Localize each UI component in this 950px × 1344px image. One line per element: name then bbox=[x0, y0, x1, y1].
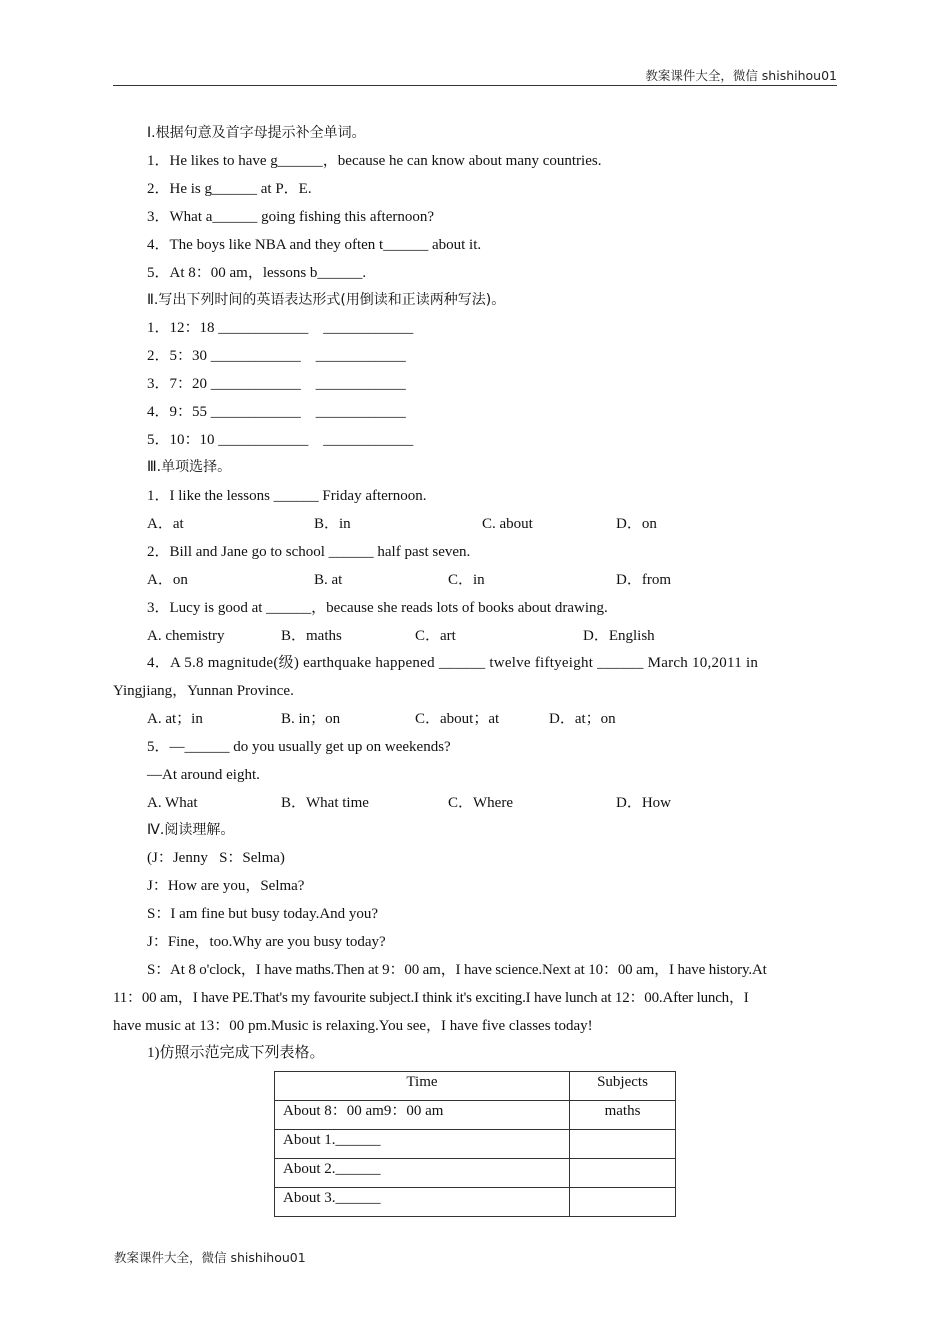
question-2-option-b: B. at bbox=[314, 572, 343, 588]
section-1-item: 1．He likes to have g______，because he can know about many countries. bbox=[147, 153, 602, 169]
question-5-option-b: B．What time bbox=[281, 795, 369, 811]
question-2-option-d: D．from bbox=[616, 572, 671, 588]
question-5-option-d: D．How bbox=[616, 795, 671, 811]
section-1-item: 2．He is g______ at P．E. bbox=[147, 181, 312, 197]
question-4-stem-continued: Yingjiang，Yunnan Province. bbox=[113, 683, 294, 699]
question-1-option-b: B．in bbox=[314, 516, 351, 532]
table-cell-subject bbox=[570, 1159, 676, 1188]
table-task-instruction: 1)仿照示范完成下列表格。 bbox=[147, 1045, 325, 1061]
page-header: 教案课件大全，微信 shishihou01 bbox=[645, 68, 837, 83]
dialogue-line: S：I am fine but busy today.And you? bbox=[147, 906, 379, 922]
section-1-item: 4．The boys like NBA and they often t______ about it. bbox=[147, 237, 482, 253]
header-rule bbox=[113, 85, 837, 86]
table-header-row bbox=[275, 1072, 676, 1101]
table-row bbox=[275, 1101, 676, 1130]
dialogue-line: J：Fine，too.Why are you busy today? bbox=[147, 934, 386, 950]
table-header-time: Time bbox=[275, 1072, 570, 1101]
section-4-title: Ⅳ.阅读理解。 bbox=[147, 822, 235, 838]
table-header-subjects: Subjects bbox=[570, 1072, 676, 1101]
table-cell-subject: maths bbox=[570, 1101, 676, 1130]
table-cell-subject bbox=[570, 1130, 676, 1159]
question-3-option-b: B．maths bbox=[281, 628, 342, 644]
page-footer: 教案课件大全，微信 shishihou01 bbox=[114, 1250, 306, 1265]
question-2-stem: 2．Bill and Jane go to school ______ half past seven. bbox=[147, 544, 471, 560]
section-3-title: Ⅲ.单项选择。 bbox=[147, 459, 232, 475]
question-3-option-a: A. chemistry bbox=[147, 628, 225, 644]
question-5-stem: 5．—______ do you usually get up on weekends? bbox=[147, 739, 451, 755]
table-cell-time: About 3.______ bbox=[275, 1188, 570, 1217]
question-1-option-a: A．at bbox=[147, 516, 184, 532]
question-1-option-c: C. about bbox=[482, 516, 533, 532]
question-4-option-a: A. at；in bbox=[147, 711, 203, 727]
section-2-item: 2．5：30 ____________ ____________ bbox=[147, 348, 406, 364]
question-5-option-a: A. What bbox=[147, 795, 198, 811]
table-cell-subject bbox=[570, 1188, 676, 1217]
dialogue-line: (J：Jenny S：Selma) bbox=[147, 850, 285, 866]
dialogue-line: have music at 13：00 pm.Music is relaxing.You see，I have five classes today! bbox=[113, 1018, 593, 1034]
question-1-option-d: D．on bbox=[616, 516, 657, 532]
table-cell-time: About 8：00 am9：00 am bbox=[275, 1101, 570, 1130]
table-row bbox=[275, 1188, 676, 1217]
dialogue-line: 11：00 am，I have PE.That's my favourite subject.I think it's exciting.I have lunch at 12：00.After lunch，I bbox=[113, 990, 749, 1006]
question-3-option-c: C．art bbox=[415, 628, 456, 644]
question-5-option-c: C．Where bbox=[448, 795, 513, 811]
table-row bbox=[275, 1130, 676, 1159]
section-2-title: Ⅱ.写出下列时间的英语表达形式(用倒读和正读两种写法)。 bbox=[147, 292, 506, 308]
question-2-option-a: A．on bbox=[147, 572, 188, 588]
question-4-option-b: B. in；on bbox=[281, 711, 341, 727]
section-2-item: 4．9：55 ____________ ____________ bbox=[147, 404, 406, 420]
section-2-item: 3．7：20 ____________ ____________ bbox=[147, 376, 406, 392]
section-1-item: 5．At 8：00 am，lessons b______. bbox=[147, 265, 367, 281]
question-4-option-d: D．at；on bbox=[549, 711, 616, 727]
section-1-title: Ⅰ.根据句意及首字母提示补全单词。 bbox=[147, 125, 366, 141]
question-2-option-c: C．in bbox=[448, 572, 485, 588]
question-5-answer-line: —At around eight. bbox=[147, 767, 260, 783]
table-row bbox=[275, 1159, 676, 1188]
question-3-option-d: D．English bbox=[583, 628, 655, 644]
question-4-option-c: C．about；at bbox=[415, 711, 500, 727]
section-2-item: 5．10：10 ____________ ____________ bbox=[147, 432, 414, 448]
dialogue-line: S：At 8 o'clock，I have maths.Then at 9：00 am，I have science.Next at 10：00 am，I have history.At bbox=[147, 962, 767, 978]
question-1-stem: 1．I like the lessons ______ Friday afternoon. bbox=[147, 488, 427, 504]
dialogue-line: J：How are you，Selma? bbox=[147, 878, 305, 894]
section-1-item: 3．What a______ going fishing this afternoon? bbox=[147, 209, 435, 225]
section-2-item: 1．12：18 ____________ ____________ bbox=[147, 320, 414, 336]
question-3-stem: 3．Lucy is good at ______，because she reads lots of books about drawing. bbox=[147, 600, 608, 616]
table-cell-time: About 2.______ bbox=[275, 1159, 570, 1188]
schedule-table bbox=[274, 1071, 676, 1217]
question-4-stem: 4．A 5.8 magnitude(级) earthquake happened ______ twelve fiftyeight ______ March 10,2011 in bbox=[147, 655, 759, 671]
table-cell-time: About 1.______ bbox=[275, 1130, 570, 1159]
